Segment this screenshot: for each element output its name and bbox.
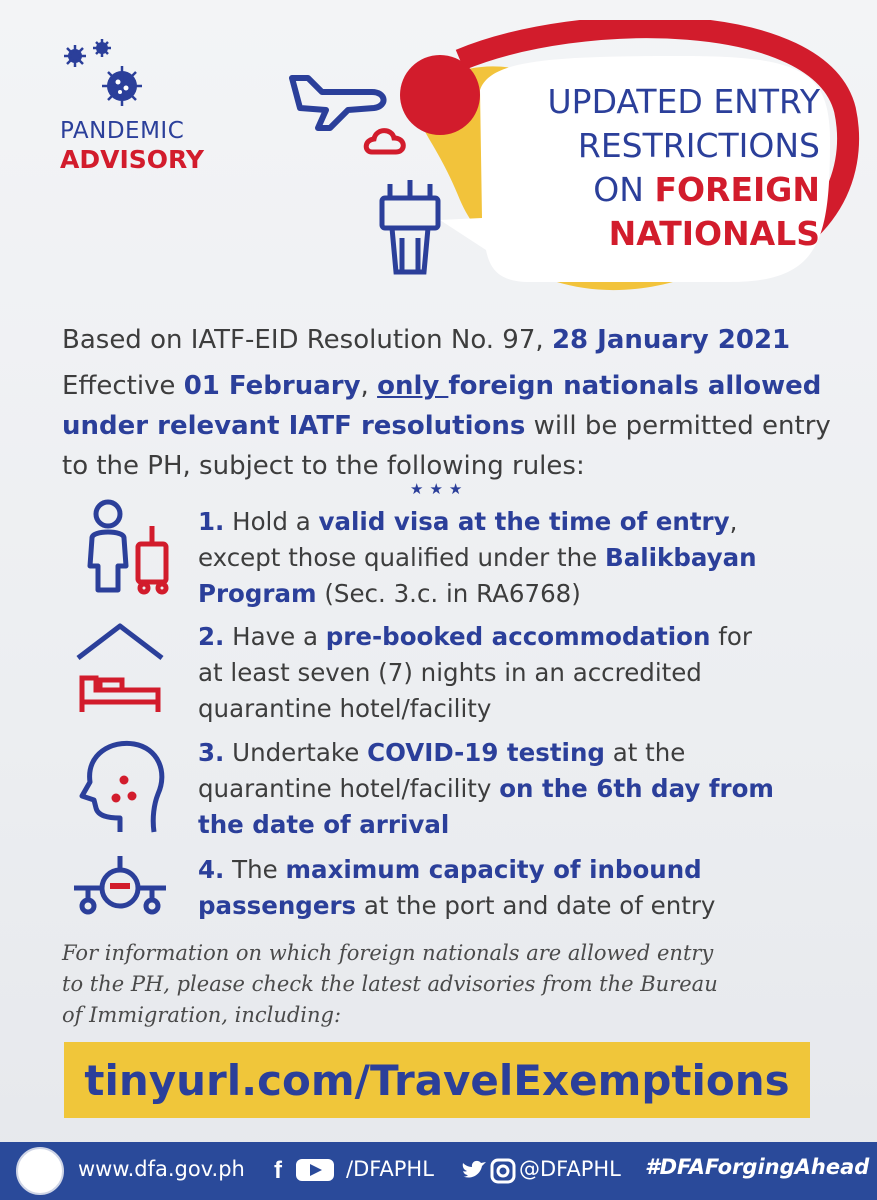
rule-emphasis: pre-booked accommodation — [325, 622, 711, 651]
rule-text: at the — [604, 738, 686, 767]
rule-text: The — [224, 855, 286, 884]
rule-number: 1. — [198, 507, 225, 536]
basis-text: Based on IATF-EID Resolution No. 97, — [62, 325, 552, 355]
rule-emphasis: on the 6th day from — [499, 774, 774, 803]
note-line: of Immigration, including: — [62, 1003, 342, 1027]
rule-4 — [198, 852, 848, 924]
basis-line — [62, 320, 790, 360]
rule-text: Hold a — [224, 507, 319, 536]
effective-paragraph — [62, 366, 852, 486]
rule-number: 4. — [198, 855, 225, 884]
hashtag: #DFAForgingAhead — [645, 1155, 870, 1179]
allowed-text-2: under relevant IATF resolutions — [62, 411, 526, 441]
title-line-1: UPDATED ENTRY — [547, 82, 820, 121]
facebook-handle[interactable]: /DFAPHL — [346, 1157, 434, 1181]
rule-emphasis: passengers — [198, 891, 357, 920]
rule-text: (Sec. 3.c. in RA6768) — [316, 579, 581, 608]
rest-text-1: will be permitted entry — [525, 411, 831, 441]
travel-exemptions-link[interactable] — [64, 1042, 810, 1118]
title-line-3 — [480, 168, 820, 212]
basis-date: 28 January 2021 — [551, 325, 791, 355]
website-link[interactable]: www.dfa.gov.ph — [78, 1157, 245, 1181]
label-advisory: ADVISORY — [60, 145, 204, 174]
page-title — [480, 80, 820, 256]
title-line-2: RESTRICTIONS — [577, 126, 820, 165]
title-highlight: FOREIGN — [654, 170, 820, 209]
title-prefix: ON — [593, 170, 655, 209]
rule-2 — [198, 619, 848, 727]
twitter-icon — [462, 1161, 486, 1178]
rule-emphasis: Balikbayan — [605, 543, 757, 572]
rule-text: at the port and date of entry — [356, 891, 716, 920]
rule-3 — [198, 735, 848, 843]
facebook-youtube-icons[interactable] — [270, 1154, 340, 1184]
pandemic-advisory-label — [60, 120, 204, 172]
effective-date: 01 February — [183, 371, 361, 401]
rule-text: quarantine hotel/facility — [198, 694, 492, 723]
star-divider: ★★★ — [410, 480, 469, 498]
rule-text: for — [710, 622, 752, 651]
rule-emphasis: COVID-19 testing — [367, 738, 605, 767]
twitter-instagram-icons[interactable] — [460, 1156, 518, 1184]
rule-1 — [198, 504, 848, 612]
label-pandemic: PANDEMIC — [60, 118, 185, 144]
note-line: For information on which foreign nationals are allowed entry — [62, 941, 714, 965]
info-note — [62, 938, 852, 1031]
plane-front-icon — [72, 854, 172, 924]
rule-number: 3. — [198, 738, 225, 767]
allowed-text: foreign nationals allowed — [448, 371, 822, 401]
rule-text: at least seven (7) nights in an accredited — [198, 658, 702, 687]
traveler-luggage-icon — [76, 498, 176, 598]
rule-emphasis: valid visa at the time of entry — [318, 507, 730, 536]
rule-text: , — [729, 507, 738, 536]
rule-text: quarantine hotel/facility — [198, 774, 500, 803]
title-line-4: NATIONALS — [608, 214, 820, 253]
rule-number: 2. — [198, 622, 225, 651]
note-line: to the PH, please check the latest advisories from the Bureau — [62, 972, 718, 996]
instagram-icon — [492, 1160, 514, 1182]
rule-text: Undertake — [224, 738, 368, 767]
rule-emphasis: maximum capacity of inbound — [285, 855, 702, 884]
control-tower-icon — [382, 180, 438, 272]
house-bed-icon — [72, 620, 172, 720]
rest-text-2: to the PH, subject to the following rules: — [62, 451, 585, 481]
dfa-seal-icon — [16, 1147, 64, 1195]
link-text[interactable]: tinyurl.com/TravelExemptions — [84, 1055, 790, 1105]
effective-prefix: Effective — [62, 371, 184, 401]
rule-text: Have a — [224, 622, 326, 651]
effective-comma: , — [360, 371, 378, 401]
virus-stars-icon — [60, 36, 150, 116]
rule-emphasis: the date of arrival — [198, 810, 450, 839]
head-test-icon — [72, 738, 172, 838]
rule-emphasis: Program — [198, 579, 317, 608]
twitter-handle[interactable]: @DFAPHL — [519, 1157, 621, 1181]
airplane-icon — [292, 78, 384, 128]
facebook-icon: f — [274, 1157, 282, 1184]
rule-text: except those qualified under the — [198, 543, 606, 572]
only-emphasis: only — [377, 371, 449, 401]
cloud-icon — [366, 131, 403, 152]
